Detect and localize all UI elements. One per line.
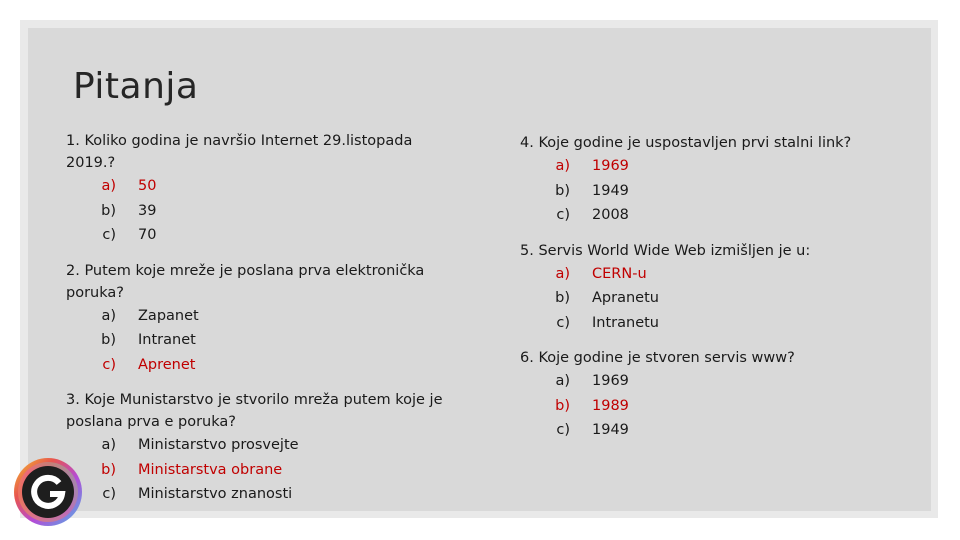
answer-option [520,394,900,419]
option-text: Ministarstva obrane [138,461,283,478]
answer-option [66,482,466,507]
answer-option [520,418,900,443]
question-text: 1. Koliko godina je navršio Internet 29.listopada 2019.? [66,133,413,171]
option-letter: a) [555,265,570,282]
answer-option [520,262,900,287]
g-logo-icon [12,456,84,528]
option-text: 1949 [592,422,629,438]
answer-option [66,353,466,378]
left-question-column [66,130,466,519]
option-text: 1969 [592,373,629,389]
answer-option [66,433,466,458]
question-1 [66,130,466,248]
option-letter: c) [102,356,116,373]
option-letter: b) [101,461,116,478]
option-letter: b) [555,182,570,199]
option-text: 39 [138,202,157,219]
answer-option [520,369,900,394]
option-text: Ministarstvo znanosti [138,486,293,502]
answer-option [520,311,900,336]
slide-title: Pitanja [73,66,199,107]
answer-option [520,179,900,204]
option-letter: c) [556,314,570,331]
option-letter: a) [101,178,116,194]
option-letter: c) [556,207,570,223]
option-letter: b) [555,290,570,306]
option-text: Intranetu [592,314,659,331]
option-letter: c) [102,227,116,243]
option-text: 2008 [592,207,629,223]
option-letter: a) [101,307,116,324]
option-letter: b) [101,202,116,219]
answer-option [66,328,466,353]
question-text: 4. Koje godine je uspostavljen prvi stalni link? [520,135,852,151]
option-letter: a) [555,373,570,389]
question-3 [66,389,466,507]
answer-option [66,304,466,329]
option-text: Aprenet [138,356,196,373]
question-2 [66,260,466,378]
option-letter: c) [556,422,570,438]
option-text: CERN-u [592,265,647,282]
option-text: 50 [138,178,157,194]
question-text: 6. Koje godine je stvoren servis www? [520,350,795,366]
option-text: Zapanet [138,307,199,324]
option-text: Apranetu [592,290,659,306]
question-5 [520,240,900,336]
answer-option [520,286,900,311]
answer-option [520,203,900,228]
answer-option [66,223,466,248]
option-text: 1989 [592,397,629,414]
option-text: 70 [138,227,157,243]
option-letter: a) [555,158,570,174]
answer-option [66,199,466,224]
option-letter: a) [101,437,116,453]
right-question-column [520,132,900,455]
option-text: 1949 [592,182,629,199]
option-text: Intranet [138,332,196,348]
question-4 [520,132,900,228]
answer-option [520,154,900,179]
option-letter: b) [101,332,116,348]
question-text: 5. Servis World Wide Web izmišljen je u: [520,242,811,259]
option-text: 1969 [592,158,629,174]
option-letter: c) [102,486,116,502]
answer-option [66,174,466,199]
question-6 [520,347,900,443]
option-text: Ministarstvo prosvejte [138,437,299,453]
answer-option [66,458,466,483]
option-letter: b) [555,397,570,414]
question-text: 2. Putem koje mreže je poslana prva elektronička poruka? [66,262,425,301]
question-text: 3. Koje Munistarstvo je stvorilo mreža putem koje je poslana prva e poruka? [66,392,443,430]
